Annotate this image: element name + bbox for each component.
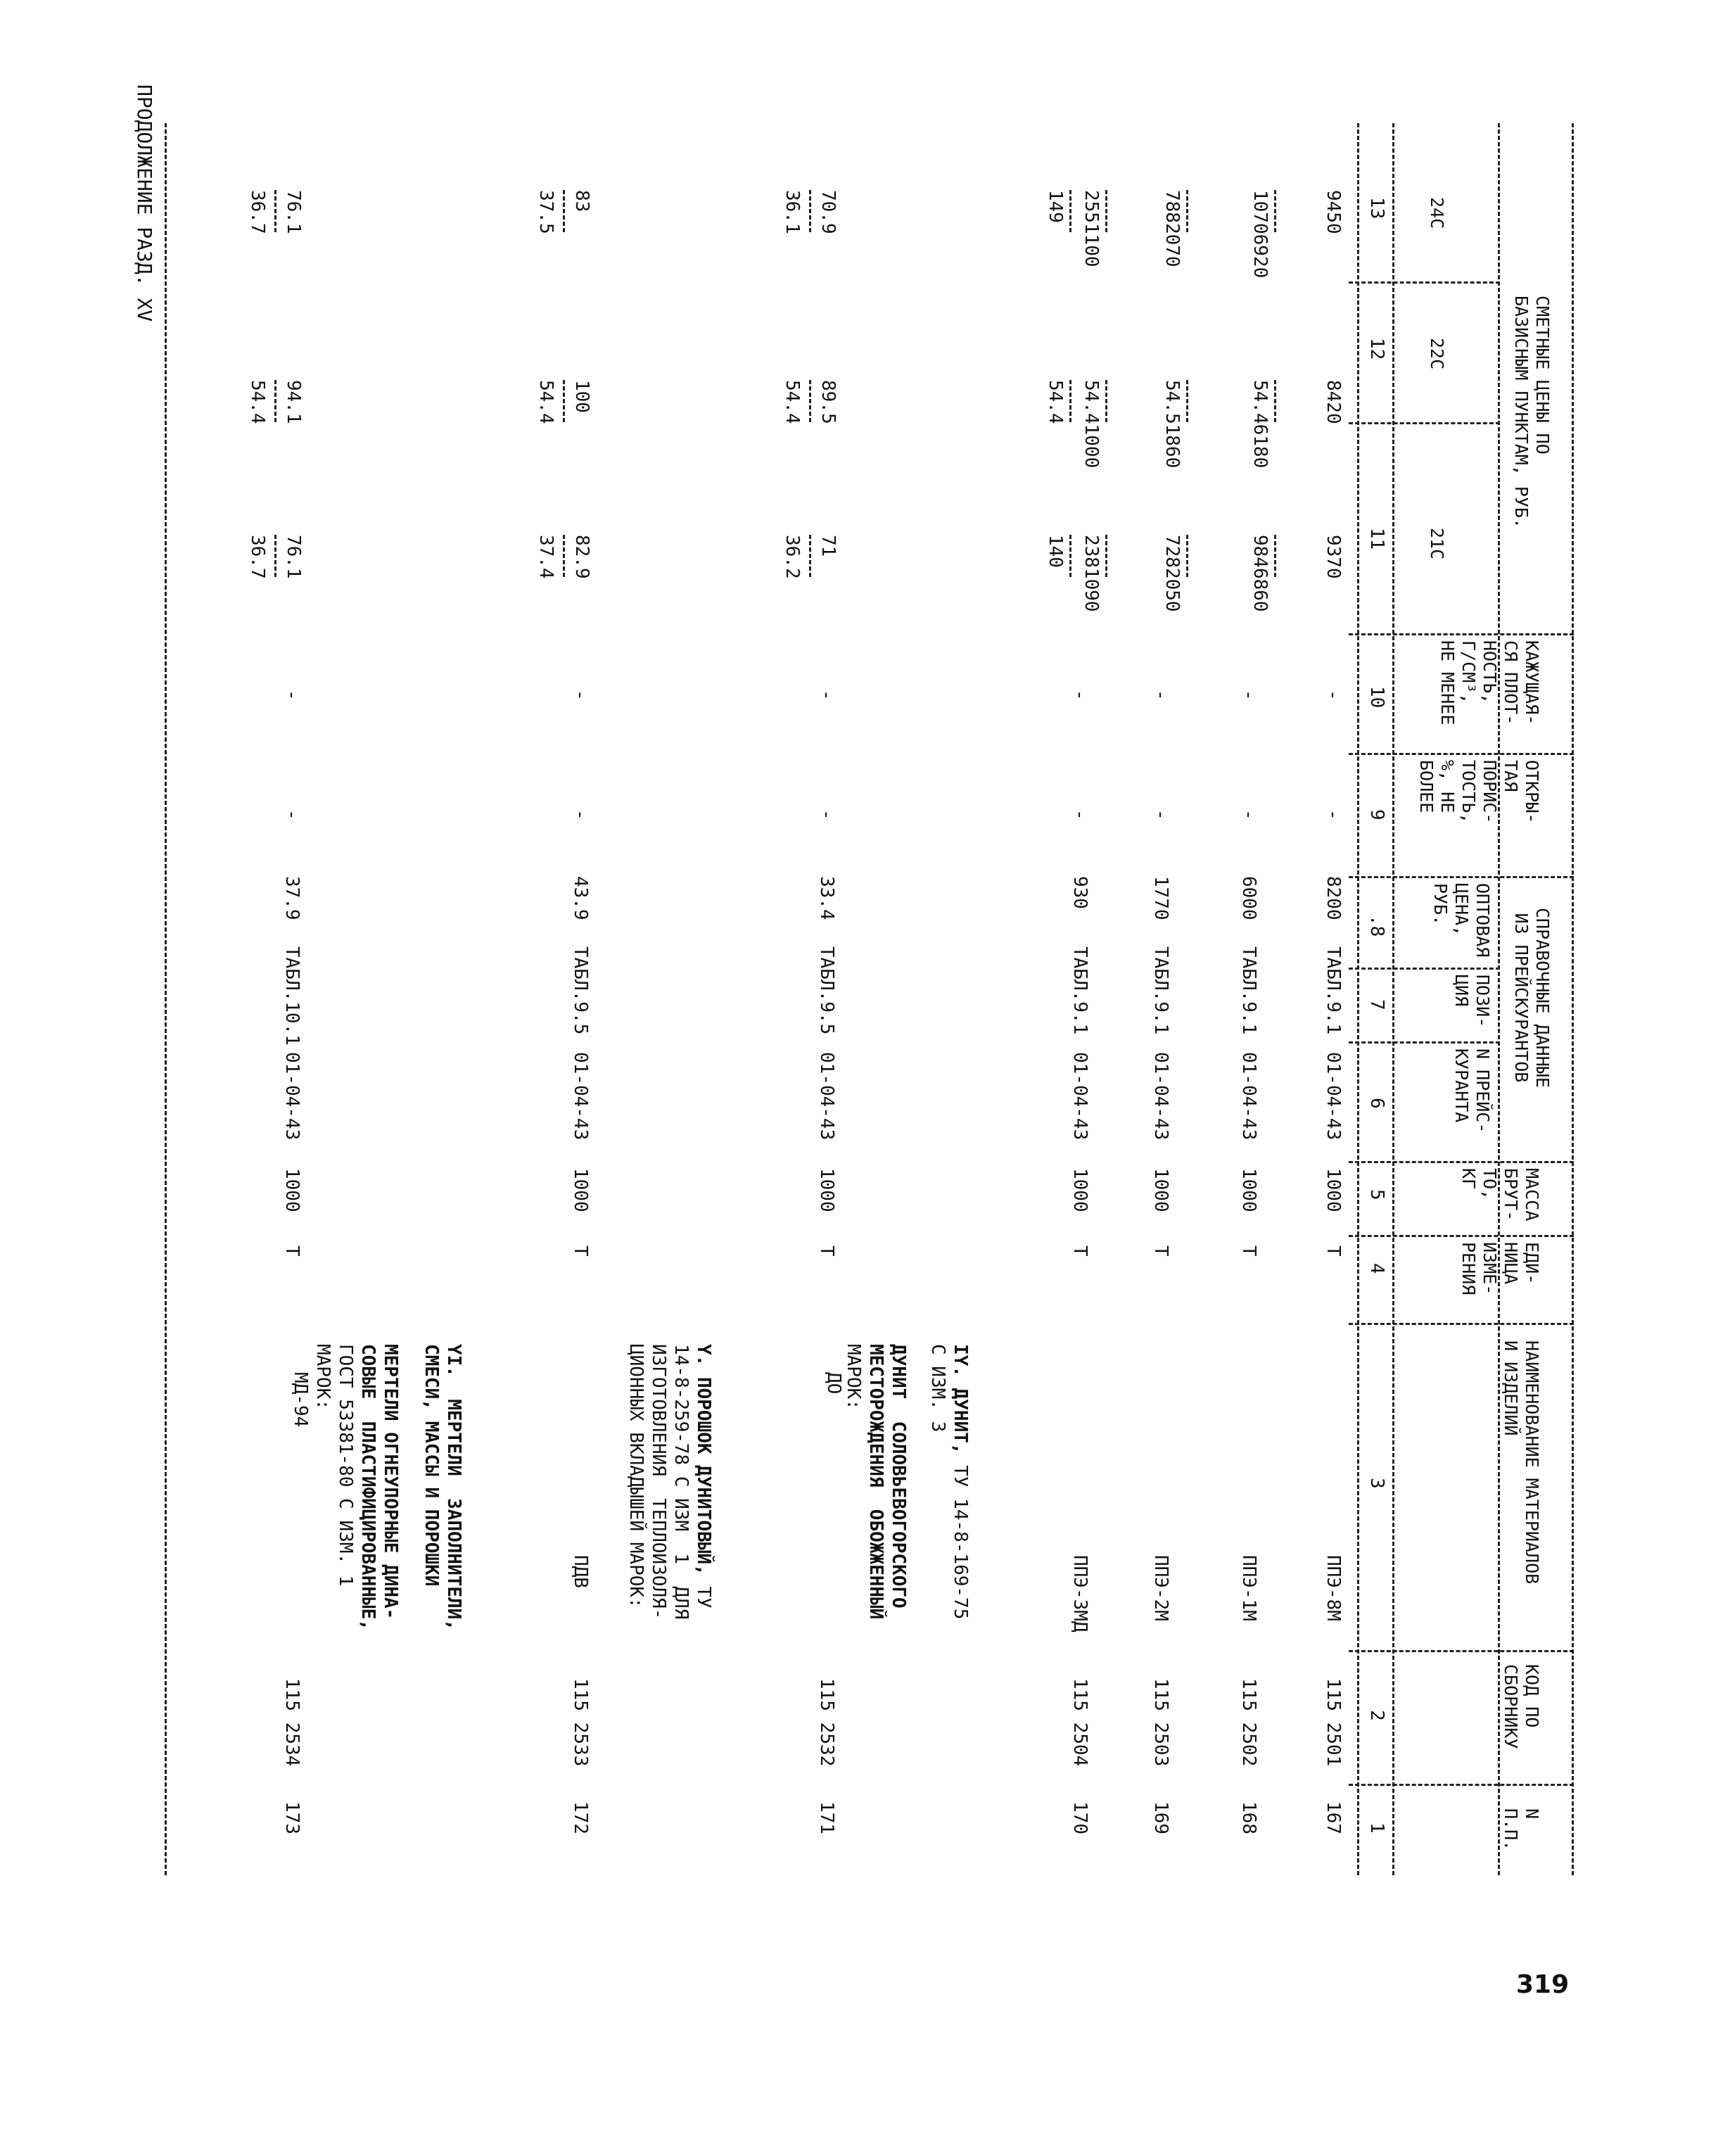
row-density: -	[1323, 690, 1344, 701]
colnum: 7	[1366, 999, 1387, 1010]
row-price-21c: 9370	[1323, 535, 1344, 579]
row-code: 115 2502	[1238, 1678, 1259, 1767]
row-density: -	[1150, 690, 1171, 701]
section-spec-line: ИЗГОТОВЛЕНИЯ ТЕПЛОИЗОЛЯ-	[648, 1344, 669, 1620]
row-wholesale-price: 8200	[1323, 876, 1344, 920]
col-sep	[1349, 1323, 1574, 1325]
row-price-list: 01-04-43	[570, 1052, 591, 1141]
marks-label: МАРОК:	[312, 1344, 333, 1410]
row-wholesale-price: 43.9	[570, 876, 591, 920]
section-spec-line: С ИЗМ. 3	[927, 1344, 948, 1433]
section-title: IY. ДУНИТ,	[950, 1344, 971, 1454]
row-price-22c: 100 54.4	[532, 380, 596, 450]
row-porosity: -	[1150, 809, 1171, 820]
row-porosity: -	[281, 809, 303, 820]
header-col-9: ОТКРЫ- ТАЯ ПОРИС- ТОСТЬ, %, НЕ БОЛЕЕ	[1416, 760, 1542, 824]
colnum: 1	[1366, 1822, 1387, 1834]
row-density: -	[570, 690, 591, 701]
row-price-22c: 54.46180	[1246, 380, 1282, 450]
row-price-22c: 54.41000 54.4	[1041, 380, 1113, 450]
row-position: ТАБЛ.9.5	[570, 946, 591, 1035]
row-price-22c: 8420	[1323, 380, 1344, 424]
row-name: МД-94	[290, 1372, 311, 1428]
col-sep	[1349, 753, 1574, 755]
subsection-title: СОВЫЕ ПЛАСТИФИЦИРОВАННЫЕ,	[357, 1344, 379, 1630]
row-position: ТАБЛ.9.1	[1238, 946, 1259, 1035]
row-price-list: 01-04-43	[1323, 1052, 1344, 1141]
row-position: ТАБЛ.10.1	[281, 946, 303, 1046]
row-price-list: 01-04-43	[1238, 1052, 1259, 1141]
row-mass: 1000	[1238, 1168, 1259, 1212]
row-position: ТАБЛ.9.1	[1150, 946, 1171, 1035]
table-bottom-line	[165, 123, 167, 1875]
row-porosity: -	[570, 809, 591, 820]
row-number: 169	[1150, 1801, 1171, 1834]
row-price-list: 01-04-43	[1069, 1052, 1090, 1141]
header-col-5: МАССА БРУТ- ТО, КГ	[1458, 1168, 1542, 1222]
row-mass: 1000	[570, 1168, 591, 1212]
row-price-22c: 89.5 54.4	[778, 380, 842, 450]
row-number: 170	[1069, 1801, 1090, 1834]
section-spec-line: ЦИОННЫХ ВКЛАДЫШЕЙ МАРОК:	[625, 1344, 647, 1609]
col-sep	[1349, 281, 1500, 284]
section-spec: ТУ 14-8-169-75	[950, 1454, 971, 1620]
row-density: -	[1238, 690, 1259, 701]
subsection-title: МЕРТЕЛИ ОГНЕУПОРНЫЕ ДИНА-	[380, 1344, 401, 1620]
header-estimated-prices: СМЕТНЫЕ ЦЕНЫ ПО БАЗИСНЫМ ПУНКТАМ, РУБ.	[1511, 296, 1553, 529]
row-unit: Т	[570, 1245, 591, 1257]
row-position: ТАБЛ.9.1	[1069, 946, 1090, 1035]
colnum: 3	[1366, 1478, 1387, 1489]
row-number: 168	[1238, 1801, 1259, 1834]
row-wholesale-price: 33.4	[816, 876, 837, 920]
row-number: 173	[281, 1801, 303, 1834]
section-spec-line: 14-8-259-78 С ИЗМ 1 ДЛЯ	[670, 1344, 692, 1620]
row-unit: Т	[816, 1245, 837, 1257]
subsection-title: МЕСТОРОЖДЕНИЯ ОБОЖЖЕННЫЙ	[865, 1344, 886, 1620]
row-name: ПДВ	[570, 1555, 591, 1588]
row-price-21c: 9846860	[1246, 535, 1282, 605]
row-price-24c: 76.1 36.7	[243, 190, 307, 260]
row-price-24c: 10706920	[1246, 190, 1282, 260]
row-density: -	[1069, 690, 1090, 701]
row-name: ППЭ-8М	[1323, 1555, 1344, 1621]
header-col-11: 21С	[1427, 528, 1447, 560]
colnum: 11	[1366, 528, 1387, 550]
row-mass: 1000	[1323, 1168, 1344, 1212]
row-price-list: 01-04-43	[1150, 1052, 1171, 1141]
row-code: 115 2501	[1323, 1678, 1344, 1767]
row-price-21c: 7282050	[1158, 535, 1194, 605]
colnum: 5	[1366, 1189, 1387, 1200]
header-col-2: КОД ПО СБОРНИКУ	[1501, 1664, 1542, 1749]
row-name: ДО	[823, 1372, 844, 1395]
header-col-13: 24С	[1427, 197, 1447, 229]
row-porosity: -	[1069, 809, 1090, 820]
col-sep	[1349, 968, 1500, 970]
row-price-24c: 83 37.5	[532, 190, 596, 260]
page-number: 319	[1516, 1970, 1570, 1999]
header-col-12: 22С	[1427, 338, 1447, 370]
row-unit: Т	[1069, 1245, 1090, 1257]
row-unit: Т	[1238, 1245, 1259, 1257]
row-number: 171	[816, 1801, 837, 1834]
row-code: 115 2532	[816, 1678, 837, 1767]
col-sep	[1349, 1650, 1574, 1652]
row-code: 115 2533	[570, 1678, 591, 1767]
row-price-21c: 71 36.2	[778, 535, 842, 605]
row-price-24c: 70.9 36.1	[778, 190, 842, 260]
header-col-4: ЕДИ- НИЦА ИЗМЕ- РЕНИЯ	[1458, 1242, 1542, 1295]
header-col-3: НАИМЕНОВАНИЕ МАТЕРИАЛОВ И ИЗДЕЛИЙ	[1501, 1340, 1542, 1585]
colnum: 9	[1366, 809, 1387, 820]
row-price-22c: 54.51860	[1158, 380, 1194, 450]
row-mass: 1000	[1150, 1168, 1171, 1212]
row-code: 115 2504	[1069, 1678, 1090, 1767]
row-unit: Т	[1150, 1245, 1171, 1257]
row-price-21c: 82.9 37.4	[532, 535, 596, 605]
row-wholesale-price: 1770	[1150, 876, 1171, 920]
row-porosity: -	[816, 809, 837, 820]
row-wholesale-price: 6000	[1238, 876, 1259, 920]
header-col-8: ОПТОВАЯ ЦЕНА, РУБ.	[1430, 883, 1493, 958]
page-header: ПРОДОЛЖЕНИЕ РАЗД. XV	[133, 84, 156, 322]
col-sep	[1349, 1784, 1574, 1786]
colnum: .8	[1366, 915, 1387, 937]
header-col-1: N П.П.	[1501, 1808, 1542, 1851]
row-number: 172	[570, 1801, 591, 1834]
row-name: ППЭ-1М	[1238, 1555, 1259, 1621]
marks-label: МАРОК:	[843, 1344, 864, 1410]
colnum: 6	[1366, 1098, 1387, 1109]
header-col-6: N ПРЕЙС- КУРАНТА	[1451, 1048, 1493, 1134]
row-price-24c: 9450	[1323, 190, 1344, 234]
section-title: Y. ПОРОШОК ДУНИТОВЫЙ,	[693, 1344, 714, 1575]
table-top-line	[1572, 123, 1574, 1875]
header-ref-data: СПРАВОЧНЫЕ ДАННЫЕ ИЗ ПРЕЙСКУРАНТОВ	[1511, 908, 1553, 1088]
col-sep	[1349, 1041, 1500, 1044]
row-mass: 1000	[1069, 1168, 1090, 1212]
row-price-24c: 2551100 149	[1041, 190, 1113, 260]
row-unit: Т	[1323, 1245, 1344, 1257]
row-price-22c: 94.1 54.4	[243, 380, 307, 450]
row-price-24c: 7882070	[1158, 190, 1194, 260]
row-name: ППЭ-3МД	[1069, 1555, 1090, 1632]
header-sep-line	[1498, 123, 1500, 1875]
colnum: 12	[1366, 338, 1387, 360]
header-col-10: КАЖУЩАЯ- СЯ ПЛОТ- НОСТЬ, Г/СМ³, НЕ МЕНЕЕ	[1437, 640, 1542, 725]
colnum: 4	[1366, 1263, 1387, 1274]
colnum: 10	[1366, 686, 1387, 709]
row-unit: Т	[281, 1245, 303, 1257]
col-sep	[1349, 422, 1500, 424]
col-sep	[1349, 1161, 1574, 1163]
row-porosity: -	[1323, 809, 1344, 820]
row-density: -	[816, 690, 837, 701]
row-density: -	[281, 690, 303, 701]
row-mass: 1000	[816, 1168, 837, 1212]
row-price-list: 01-04-43	[816, 1052, 837, 1141]
header-col-7: ПОЗИ- ЦИЯ	[1451, 975, 1493, 1028]
row-number: 167	[1323, 1801, 1344, 1834]
row-porosity: -	[1238, 809, 1259, 820]
colnum: 13	[1366, 197, 1387, 220]
section-spec-line: ГОСТ 53381-80 С ИЗМ. 1	[335, 1344, 356, 1587]
col-sep	[1349, 1235, 1574, 1237]
colnum: 2	[1366, 1710, 1387, 1721]
section-spec: ТУ	[693, 1575, 714, 1609]
row-code: 115 2534	[281, 1678, 303, 1767]
row-price-21c: 76.1 36.7	[243, 535, 307, 605]
row-name: ППЭ-2М	[1150, 1555, 1171, 1621]
subsection-title: ДУНИТ СОЛОВЬЕВОГОРСКОГО	[888, 1344, 909, 1609]
row-mass: 1000	[281, 1168, 303, 1212]
row-wholesale-price: 930	[1069, 876, 1090, 909]
col-sep	[1349, 876, 1574, 878]
row-position: ТАБЛ.9.1	[1323, 946, 1344, 1035]
col-sep	[1349, 633, 1574, 635]
section-title: СМЕСИ, МАССЫ И ПОРОШКИ	[421, 1344, 442, 1587]
colnum-bottom-line	[1357, 123, 1359, 1875]
row-position: ТАБЛ.9.5	[816, 946, 837, 1035]
row-code: 115 2503	[1150, 1678, 1171, 1767]
row-price-list: 01-04-43	[281, 1052, 303, 1141]
row-wholesale-price: 37.9	[281, 876, 303, 920]
row-price-21c: 2381090 140	[1041, 535, 1113, 605]
section-title: YI. МЕРТЕЛИ ЗАПОЛНИТЕЛИ,	[443, 1344, 464, 1630]
colnum-top-line	[1392, 123, 1394, 1875]
